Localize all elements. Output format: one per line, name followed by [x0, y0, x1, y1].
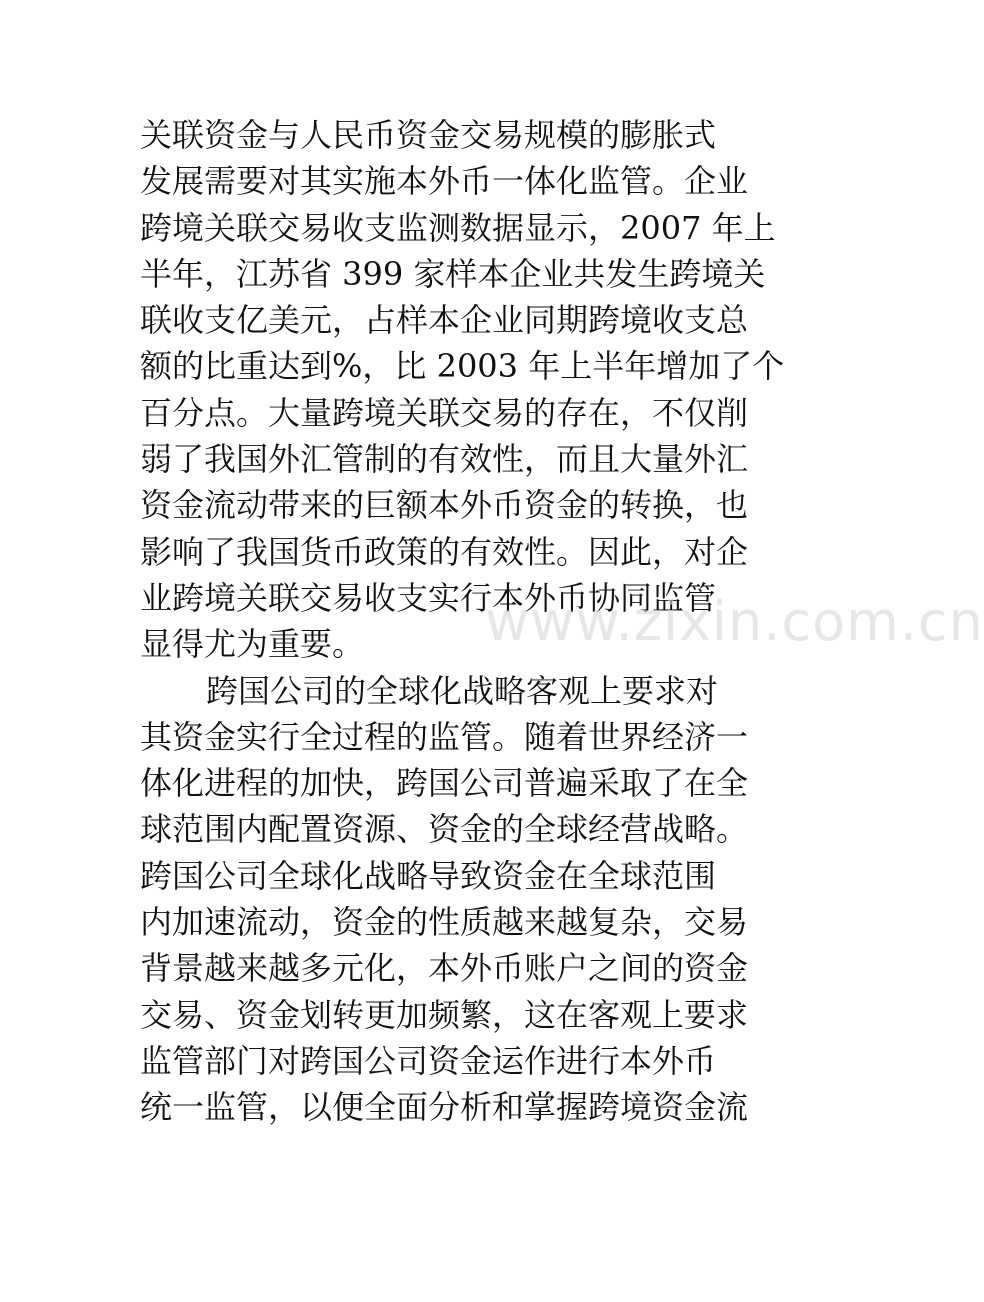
text-line-9: 资金流动带来的巨额本外币资金的转换，也 [140, 486, 749, 525]
text-line-19: 背景越来越多元化，本外币账户之间的资金 [140, 949, 749, 988]
text-line-22: 统一监管，以便全面分析和掌握跨境资金流 [140, 1088, 749, 1127]
text-line-17: 跨国公司全球化战略导致资金在全球范围 [140, 856, 717, 895]
watermark: www.zixin.com.cn [485, 590, 984, 653]
text-line-4: 半年，江苏省 399 家样本企业共发生跨境关 [140, 254, 766, 293]
text-line-2: 发展需要对其实施本外币一体化监管。企业 [140, 162, 749, 201]
text-line-16: 球范围内配置资源、资金的全球经营战略。 [140, 810, 749, 849]
text-line-10: 影响了我国货币政策的有效性。因此，对企 [140, 532, 749, 571]
text-line-14: 其资金实行全过程的监管。随着世界经济一 [140, 717, 749, 756]
text-line-3: 跨境关联交易收支监测数据显示，2007 年上 [140, 208, 776, 247]
text-line-15: 体化进程的加快，跨国公司普遍采取了在全 [140, 764, 749, 803]
text-line-8: 弱了我国外汇管制的有效性，而且大量外汇 [140, 440, 749, 479]
text-line-6: 额的比重达到%，比 2003 年上半年增加了个 [140, 347, 785, 386]
text-line-13: 跨国公司的全球化战略客观上要求对 [206, 671, 719, 710]
text-line-21: 监管部门对跨国公司资金运作进行本外币 [140, 1041, 717, 1080]
text-line-12: 显得尤为重要。 [140, 625, 365, 664]
text-line-1: 关联资金与人民币资金交易规模的膨胀式 [140, 116, 717, 154]
text-line-11: 业跨境关联交易收支实行本外币协同监管 [140, 578, 717, 617]
text-line-20: 交易、资金划转更加频繁，这在客观上要求 [140, 995, 749, 1034]
text-line-18: 内加速流动，资金的性质越来越复杂，交易 [140, 903, 749, 942]
text-line-7: 百分点。大量跨境关联交易的存在，不仅削 [140, 393, 749, 432]
text-line-5: 联收支亿美元，占样本企业同期跨境收支总 [140, 301, 749, 340]
